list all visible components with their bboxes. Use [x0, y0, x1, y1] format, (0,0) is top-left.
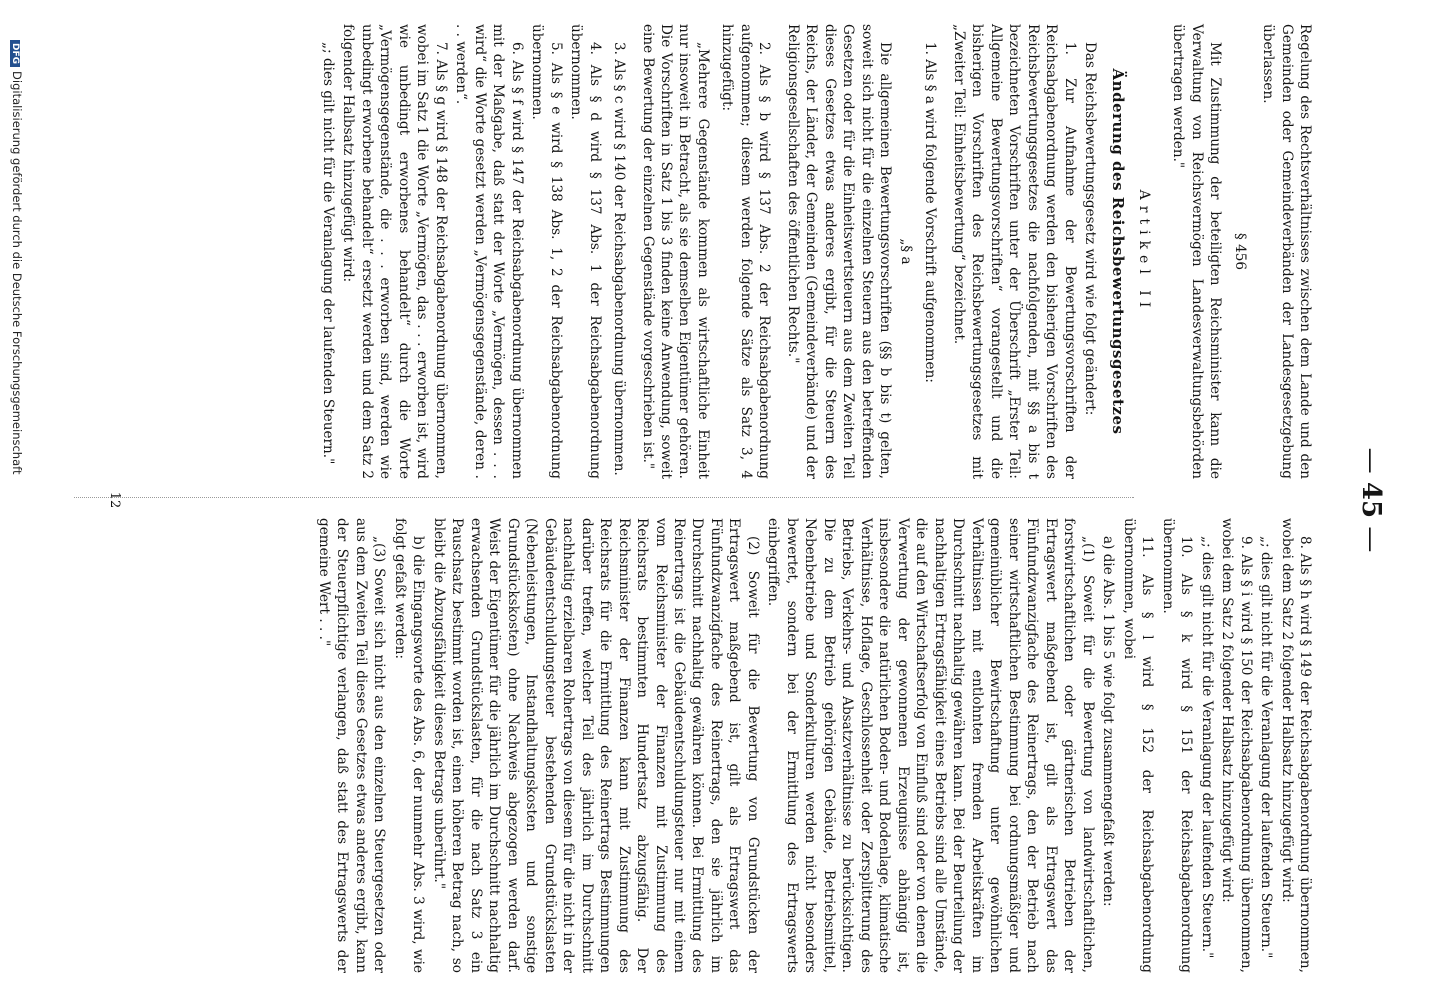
right-column [312, 518, 1314, 973]
right-column-paragraph: 9. Als § i wird § 150 der Reichsabgabenordnung übernommen, wobei dem Satz 2 folgender Halbsatz hinzugefügt wird: [1219, 518, 1254, 973]
left-column-paragraph: Die allgemeinen Bewertungsvorschriften (§§ b bis t) gelten, soweit sich nicht für die einzelnen Steuern aus den betreffenden Gesetzen oder für die Einheitswertsteuern aus dem Zweiten Teil dieses Gesetzes etwas anderes ergibt, für die Steuern des Reichs, der Länder, der Gemeinden (Gemeindeverbände) und der Religionsgesellschaften des öffentlichen Rechts." [784, 24, 894, 479]
left-column-paragraph: „; dies gilt nicht für die Veranlagung der laufenden Steuern." [319, 42, 336, 465]
left-column-paragraph: „Mehrere Gegenstände kommen als wirtschaftliche Einheit nur insoweit in Betracht, als sie demselben Eigentümer gehören. Die Vorschriften in Satz 1 bis 3 finden keine Anwendung, soweit eine Bewertung der einzelnen Gegenstände vorgeschrieben ist." [639, 24, 711, 479]
left-column-paragraph: 5. Als § e wird § 138 Abs. 1, 2 der Reichsabgabenordnung übernommen. [529, 24, 564, 479]
page-number: 45 [1356, 481, 1386, 519]
left-column-paragraph: 1. Als § a wird folgende Vorschrift aufgenommen: [922, 42, 939, 383]
left-column-paragraph: „§ a [897, 238, 914, 265]
right-column-paragraph: 8. Als § h wird § 149 der Reichsabgabenordnung übernommen, wobei dem Satz 2 folgender Halbsatz hinzugefügt wird: [1278, 518, 1313, 973]
right-column-paragraph: „; dies gilt nicht für die Veranlagung der laufenden Steuern." [1198, 536, 1215, 959]
column-divider [74, 497, 1134, 498]
right-column-paragraph: a) die Abs. 1 bis 5 wie folgt zusammengefaßt werden: [1100, 536, 1117, 907]
left-column-paragraph: 6. Als § f wird § 147 der Reichsabgabenordnung übernommen mit der Maßgabe, daß statt der Worte „Vermögen, dessen . . . wird“ die Worte gesetzt werden „Vermögensgegenstände, deren . . . werden“. [453, 24, 525, 479]
left-column-paragraph: 3. Als § c wird § 140 der Reichsabgabenordnung übernommen. [611, 42, 628, 476]
left-column-paragraph: Änderung des Reichsbewertungsgesetzes [1108, 68, 1127, 435]
right-column-paragraph: „; dies gilt nicht für die Veranlagung der laufenden Steuern." [1258, 536, 1275, 959]
left-column-paragraph: 7. Als § g wird § 148 der Reichsabgabenordnung übernommen, wobei im Satz 1 die Worte „Vermögen, das . . . erworben ist, wird wie unbedingt erworbenes behandelt“ durch die Worte „Vermögensgegenstände, die . . . erworben sind, werden wie unbedingt erworbene behandelt“ ersetzt werden und dem Satz 2 folgender Halbsatz hinzugefügt wird: [340, 24, 449, 479]
digitization-credit [10, 40, 24, 474]
right-column-paragraph: 10. Als § k wird § 151 der Reichsabgabenordnung übernommen. [1159, 518, 1195, 973]
left-column-paragraph: Das Reichsbewertungsgesetz wird wie folgt geändert: [1082, 42, 1099, 416]
footer-page-number: 12 [107, 491, 122, 509]
left-column-paragraph: Regelung des Rechtsverhältnisses zwischen dem Lande und den Gemeinden oder Gemeindeverbänden der Landesgesetzgebung überlassen. [1260, 24, 1313, 479]
left-column-paragraph: Mit Zustimmung der beteiligten Reichsminister kann die Verwaltung von Reichsvermögen Landesverwaltungsbehörden übertragen werden." [1170, 24, 1224, 479]
right-column-paragraph: 11. Als § l wird § 152 der Reichsabgabenordnung übernommen, wobei [1120, 518, 1156, 973]
left-column-paragraph: 4. Als § d wird § 137 Abs. 1 der Reichsabgabenordnung übernommen. [568, 24, 603, 479]
left-column-paragraph: 1. Zur Aufnahme der Bewertungsvorschriften der Reichsabgabenordnung werden den bisherigen Vorschriften des Reichsbewertungsgesetzes die nachfolgenden, mit §§ a bis t bezeichneten Vorschriften unter der Überschrift „Erster Teil: Allgemeine Bewertungsvorschriften“ vorangestellt und die bisherigen Vorschriften des Reichsbewertungsgesetzes mit „Zweiter Teil: Einheitsbewertung“ bezeichnet. [950, 24, 1078, 479]
page-header: — 45 — [1356, 447, 1386, 553]
credit-text: Digitalisierung gefördert durch die Deutsche Forschungsgemeinschaft [10, 71, 24, 475]
left-column [316, 24, 1314, 479]
right-column-paragraph: „(3) Soweit sich nicht aus den einzelnen Steuergesetzen oder aus dem Zweiten Teil dieses Gesetzes etwas anderes ergibt, kann der Steuerpflichtige verlangen, daß statt des Ertragswerts der gemeine Wert . . ." [315, 518, 388, 973]
left-column-paragraph: § 456 [1231, 232, 1248, 271]
right-column-paragraph: b) die Eingangsworte des Abs. 6, der nunmehr Abs. 3 wird, wie folgt gefaßt werden: [391, 518, 427, 973]
right-column-paragraph: (2) Soweit für die Bewertung von Grundstücken der Ertragswert maßgebend ist, gilt als Ertragswert das Fünfundzwanzigfache des Reinertrags, den sie jährlich im Durchschnitt nachhaltig gewähren können. Bei Ermittlung des Reinertrags ist die Gebäudeentschuldungsteuer nur mit einem vom Reichsminister der Finanzen mit Zustimmung des Reichsrats bestimmten Hundertsatz abzugsfähig. Der Reichsminister der Finanzen kann mit Zustimmung des Reichsrats für die Ermittlung des Reinertrags Bestimmungen darüber treffen, welcher Teil des jährlich im Durchschnitt nachhaltig erzielbaren Rohertrags von diesem für die nicht in der Gebäudeentschuldungsteuer bestehenden Grundstückslasten (Nebenleistungen, Instandhaltungskosten und sonstige Grundstückskosten) ohne Nachweis abgezogen werden darf. Weist der Eigentümer für die jährlich im Durchschnitt nachhaltig erwachsenden Grundstückslasten, für die nach Satz 3 ein Pauschsatz bestimmt worden ist, einen höheren Betrag nach, so bleibt die Abzugsfähigkeit dieses Betrags unberührt." [430, 518, 761, 973]
left-column-paragraph: 2. Als § b wird § 137 Abs. 2 der Reichsabgabenordnung aufgenommen; diesem werden folgende Sätze als Satz 3, 4 hinzugefügt: [719, 24, 773, 479]
right-column-paragraph: „(1) Soweit für die Bewertung von landwirtschaftlichen, forstwirtschaftlichen oder gärtnerischen Betrieben der Ertragswert maßgebend ist, gilt als Ertragswert das Fünfundzwanzigfache des Reinertrags, den der Betrieb nach seiner wirtschaftlichen Bestimmung bei ordnungsmäßiger und gemeinüblicher Bewirtschaftung unter gewöhnlichen Verhältnissen mit entlohnten fremden Arbeitskräften im Durchschnitt nachhaltig gewähren kann. Bei der Beurteilung der nachhaltigen Ertragsfähigkeit eines Betriebs sind alle Umstände, die auf den Wirtschaftserfolg von Einfluß sind oder von denen die Verwertung der gewonnenen Erzeugnisse abhängig ist, insbesondere die natürlichen Boden- und Bodenlage, klimatische Verhältnisse, Hoflage, Geschlossenheit oder Zersplitterung des Betriebs, Verkehrs- und Absatzverhältnisse zu berücksichtigen. Die zu dem Betrieb gehörigen Gebäude, Betriebsmittel, Nebenbetriebe und Sonderkulturen werden nicht besonders bewertet, sondern bei der Ermittlung des Ertragswerts einbegriffen. [765, 518, 1096, 973]
left-column-paragraph: Artikel II [1135, 189, 1152, 314]
dfg-logo: DFG [10, 40, 20, 67]
